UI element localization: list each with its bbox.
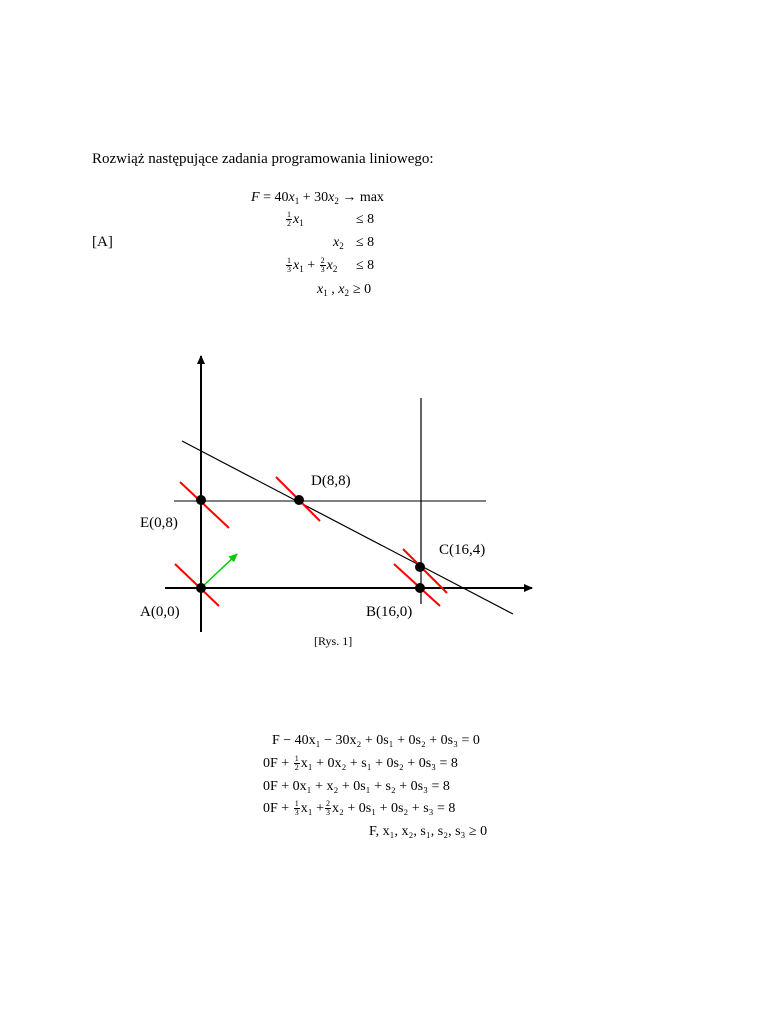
objective-goal: max [359,190,384,205]
objective-arrow: → [342,190,357,205]
constraint-2: $x_2$ [333,235,344,251]
problem-label: [A] [92,234,113,250]
constraint-3: $\frac{1}{3}$ $x_1$ + $\frac{2}{3}$ $x_2$ [287,256,338,275]
nonnegativity-relation: ≥ 0 [353,282,372,297]
nonnegativity: $x_1$ , $x_2$ [317,282,349,298]
constraint-1-fraction: $\frac{1}{2}$ [287,210,291,229]
simplex-row-3-fraction-2: $\frac{2}{3}$ [325,799,330,818]
vertex-b-label: B(16,0) [366,604,413,620]
objective-coef-1: 40 [274,190,289,205]
isoline-e [180,482,229,528]
constraint-3-fraction-2: $\frac{2}{3}$ [320,256,325,275]
vertex-e-label: E(0,8) [140,515,178,531]
vertex-a-label: A(0,0) [140,604,180,620]
vertex-a [196,583,206,593]
gradient-arrow [201,554,237,588]
simplex-row-1-fraction: $\frac{1}{2}$ [294,754,299,773]
vertex-e [196,495,206,505]
task-intro: Rozwiąż następujące zadania programowania liniowego: [92,151,434,167]
simplex-row-2: 0F + 0x₁ + x₂ + 0s₁ + s₂ + 0s₃ = 8 [263,779,450,794]
objective-eq: = [263,190,271,205]
simplex-nonnegativity: F, x₁, x₂, s₁, s₂, s₃ ≥ 0 [369,824,488,839]
vertex-c [415,562,425,572]
figure-caption: [Rys. 1] [314,634,353,648]
constraint-3-fraction-1: $\frac{1}{3}$ [287,256,291,275]
simplex-row-3-fraction-1: $\frac{1}{3}$ [294,799,299,818]
constraint-1-relation: ≤ 8 [356,212,375,227]
vertex-d [294,495,304,505]
constraint-1: $\frac{1}{2}$ $x_1$ [287,210,304,229]
objective-function: $F = 40x_1 + 30x_2 \to \max$ [251,190,384,206]
simplex-row-0: F − 40x₁ − 30x₂ + 0s₁ + 0s₂ + 0s₃ = 0 [272,733,480,748]
constraint-3-relation: ≤ 8 [356,258,375,273]
simplex-row-1: 0F + $\frac{1}{2}$ x₁ + 0x₂ + s₁ + 0s₂ + 0s₃ = 8 [263,754,458,773]
simplex-row-3: 0F + $\frac{1}{3}$ x₁ + $\frac{2}{3}$ x₂ + 0s₁ + 0s₂ + s₃ = 8 [263,799,456,818]
objective-coef-2: 30 [314,190,329,205]
objective-plus: + [302,190,311,205]
vertex-d-label: D(8,8) [311,473,351,489]
vertex-c-label: C(16,4) [439,542,486,558]
constraint-2-relation: ≤ 8 [356,235,375,250]
objective-lhs: F [251,190,260,205]
vertex-b [415,583,425,593]
